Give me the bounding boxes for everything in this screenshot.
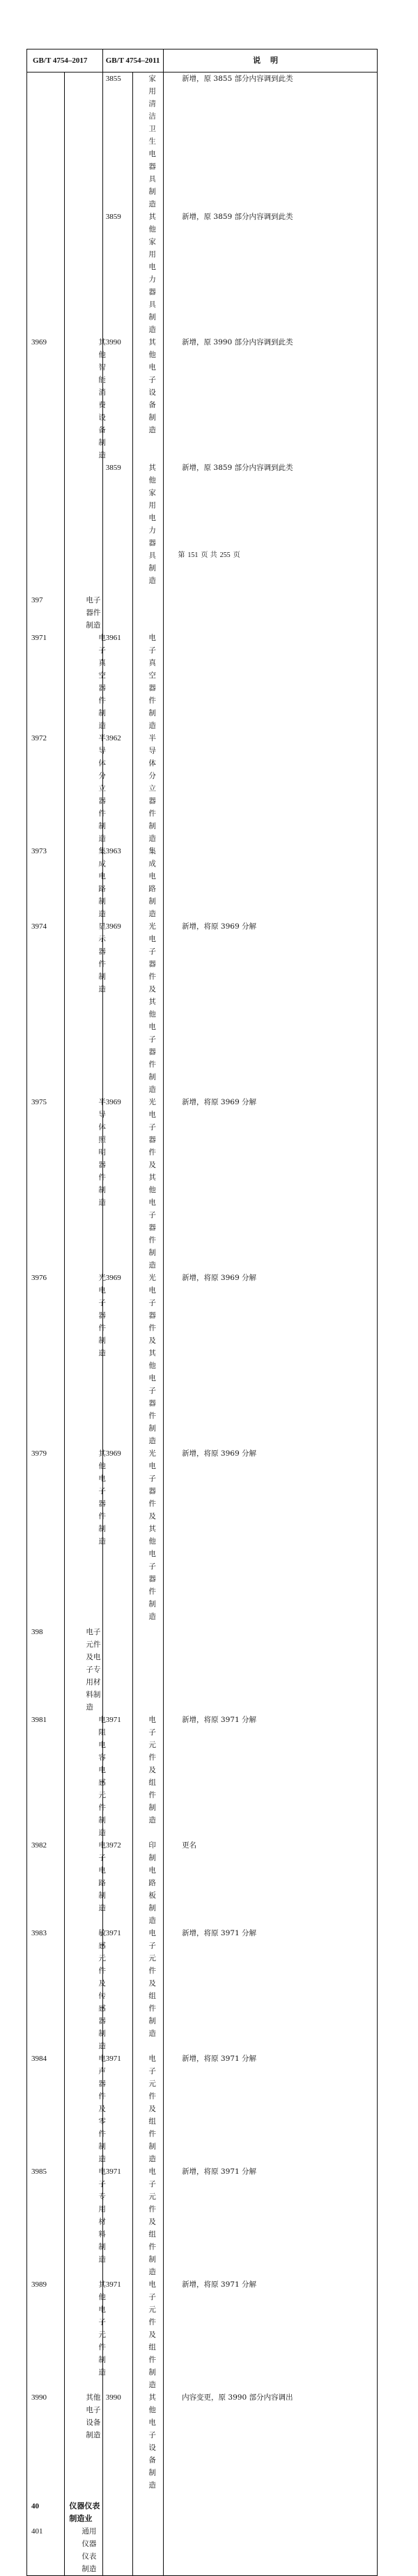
table-row: 3975 半导体照明器件制造 3969 光电子器件及其他电子器件制造 新增，将原 3969 分解 xyxy=(27,1096,378,1272)
table-row: 3969 其他智能消费设备制造 3990 其他电子设备制造 新增，原 3990 部分内容调到此类 xyxy=(27,336,378,462)
table-row: 3989 其他电子元件制造 3971 电子元件及组件制造 新增，将原 3971 分解 xyxy=(27,2278,378,2391)
table-row: 3859 其他家用电力器具制造 新增，原 3859 部分内容调到此类 xyxy=(27,211,378,336)
table-row: 3976 光电子器件制造 3969 光电子器件及其他电子器件制造 新增，将原 3969 分解 xyxy=(27,1272,378,1447)
page-total: 255 xyxy=(219,551,231,559)
header-note: 说明 xyxy=(164,49,378,73)
table-row: 397 电子器件制造 xyxy=(27,587,378,632)
table-row: 3973 集成电路制造 3963 集成电路制造 xyxy=(27,845,378,920)
table-row: 401 通用仪器仪表制造 xyxy=(27,2525,378,2576)
table-row: 3981 电阻电容电感元件制造 3971 电子元件及组件制造 新增，将原 3971 分解 xyxy=(27,1714,378,1839)
table-row: 40 仪器仪表制造业 xyxy=(27,2492,378,2525)
table-row: 3979 其他电子器件制造 3969 光电子器件及其他电子器件制造 新增，将原 3969 分解 xyxy=(27,1447,378,1623)
header-gbt-2017: GB/T 4754–2017 xyxy=(27,49,103,73)
table-row: 3982 电子电路制造 3972 印制电路板制造 更名 xyxy=(27,1839,378,1927)
table-row: 3990 其他电子设备制造 3990 其他电子设备制造 内容变更，原 3990 部分内容调出 xyxy=(27,2391,378,2492)
table-header-row xyxy=(27,49,378,73)
table-row: 3983 敏感元件及传感器制造 3971 电子元件及组件制造 新增，将原 3971 分解 xyxy=(27,1927,378,2052)
classification-correspondence-table xyxy=(26,49,378,2576)
page-number: 151 xyxy=(187,551,199,559)
table-row: 3974 显示器件制造 3969 光电子器件及其他电子器件制造 新增，将原 3969 分解 xyxy=(27,920,378,1096)
table-row: 3971 电子真空器件制造 3961 电子真空器件制造 xyxy=(27,632,378,732)
page-prefix: 第 xyxy=(178,551,185,559)
table-row: 398 电子元件及电子专用材料制造 xyxy=(27,1623,378,1714)
table-row: 3859 其他家用电力器具制造 新增，原 3859 部分内容调到此类 xyxy=(27,462,378,587)
page-footer xyxy=(0,549,418,559)
table-row: 3972 半导体分立器件制造 3962 半导体分立器件制造 xyxy=(27,732,378,845)
header-gbt-2011: GB/T 4754–2011 xyxy=(102,49,163,73)
table-row: 3855 家用清洁卫生电器具制造 新增，原 3855 部分内容调到此类 xyxy=(27,73,378,211)
page-suffix: 页 xyxy=(233,551,240,559)
page-mid: 页 共 xyxy=(201,551,217,559)
table-row: 3984 电声器件及零件制造 3971 电子元件及组件制造 新增，将原 3971 分解 xyxy=(27,2052,378,2165)
table-row: 3985 电子专用材料制造 3971 电子元件及组件制造 新增，将原 3971 分解 xyxy=(27,2165,378,2278)
